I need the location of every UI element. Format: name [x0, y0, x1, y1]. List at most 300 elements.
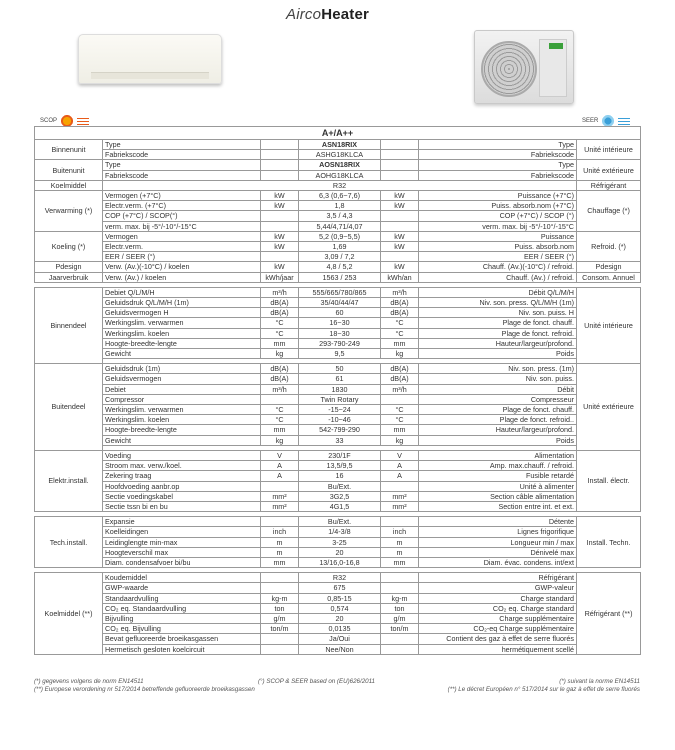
spec-row — [35, 527, 641, 537]
label-nl: Koelleidingen — [103, 527, 261, 537]
spec-row — [35, 537, 641, 547]
spec-value: 20 — [299, 613, 381, 623]
footnotes-mid — [258, 678, 375, 686]
section-label-nl: Binnendeel — [35, 287, 103, 363]
label-nl: Fabriekscode — [103, 170, 261, 180]
spec-row — [35, 374, 641, 384]
label-nl: Gewicht — [103, 349, 261, 359]
label-nl: Standaardvulling — [103, 593, 261, 603]
spec-row — [35, 644, 641, 654]
spec-row — [35, 349, 641, 359]
label-nl: Werkingslim. verwarmen — [103, 405, 261, 415]
unit-nl: m — [261, 547, 299, 557]
label-nl: CO₂ eq. Standaardvulling — [103, 603, 261, 613]
spec-row — [35, 287, 641, 297]
spec-value: 0,0135 — [299, 624, 381, 634]
unit-fr: kW — [381, 231, 419, 241]
spec-value: 5,44/4,71/4,07 — [299, 221, 381, 231]
unit-fr: kW — [381, 201, 419, 211]
label-nl: Debiet — [103, 384, 261, 394]
label-nl: Geluidsvermogen H — [103, 308, 261, 318]
unit-fr: m³/h — [381, 384, 419, 394]
unit-nl: m — [261, 537, 299, 547]
spec-row — [35, 252, 641, 262]
spec-value: 35/40/44/47 — [299, 298, 381, 308]
label-fr: Niv. son. puiss. H — [419, 308, 577, 318]
unit-fr — [381, 160, 419, 170]
spec-value: 3-25 — [299, 537, 381, 547]
unit-nl: dB(A) — [261, 298, 299, 308]
unit-fr: kWh/an — [381, 272, 419, 282]
spec-row — [35, 364, 641, 374]
unit-nl: mm² — [261, 501, 299, 511]
section-label-nl: Pdesign — [35, 262, 103, 272]
section-label-fr: Unité extérieure — [577, 364, 641, 451]
section-label-fr: Consom. Annuel — [577, 272, 641, 282]
unit-nl: kW — [261, 191, 299, 201]
label-nl: CO₂ eq. Bijvulling — [103, 624, 261, 634]
spec-value: R32 — [299, 573, 381, 583]
spec-value: 0,85-15 — [299, 593, 381, 603]
label-fr: Plage de fonct. chauff. — [419, 405, 577, 415]
spec-value: 6,3 (0,6~7,6) — [299, 191, 381, 201]
spec-value: 16~30 — [299, 318, 381, 328]
spec-value: AOHG18KLCA — [299, 170, 381, 180]
spec-value: ASHG18KLCA — [299, 150, 381, 160]
spec-value: 60 — [299, 308, 381, 318]
spec-row — [35, 211, 641, 221]
footnotes-right — [398, 678, 640, 694]
spec-value: 542-799-290 — [299, 425, 381, 435]
unit-fr: A — [381, 461, 419, 471]
unit-fr: °C — [381, 405, 419, 415]
cool-waves-icon — [618, 117, 630, 125]
section-label-nl: Elektr.install. — [35, 450, 103, 511]
label-fr: Niv. son. puiss. — [419, 374, 577, 384]
unit-fr — [381, 517, 419, 527]
spec-value: Nee/Non — [299, 644, 381, 654]
label-fr: Contient des gaz à effet de serre fluorés — [419, 634, 577, 644]
spec-row — [35, 170, 641, 180]
spec-row — [35, 338, 641, 348]
unit-nl: inch — [261, 527, 299, 537]
spec-value: -15~24 — [299, 405, 381, 415]
spec-value: 61 — [299, 374, 381, 384]
label-nl: verm. max. bij -5°/-10°/-15°C — [103, 221, 261, 231]
section-label-nl: Koelmiddel — [35, 180, 103, 190]
label-nl: Hoofdvoeding aanbr.op — [103, 481, 261, 491]
unit-nl: mm — [261, 557, 299, 567]
label-fr: Longueur min / max — [419, 537, 577, 547]
unit-nl — [261, 160, 299, 170]
spec-value: 9,5 — [299, 349, 381, 359]
spec-value: 293-790-249 — [299, 338, 381, 348]
brand-part1: Airco — [286, 6, 322, 23]
seer-label: SEER — [582, 118, 599, 124]
spec-row — [35, 150, 641, 160]
unit-fr: °C — [381, 328, 419, 338]
spec-row — [35, 405, 641, 415]
unit-fr — [381, 394, 419, 404]
label-fr: Puiss. absorb.nom — [419, 242, 577, 252]
spec-row — [35, 201, 641, 211]
unit-fr: dB(A) — [381, 298, 419, 308]
spec-row — [35, 394, 641, 404]
unit-fr: dB(A) — [381, 308, 419, 318]
label-nl: Type — [103, 140, 261, 150]
unit-nl: kWh/jaar — [261, 272, 299, 282]
label-nl: Sectie tssn bi en bu — [103, 501, 261, 511]
spec-value: Bu/Ext. — [299, 481, 381, 491]
spec-row — [35, 450, 641, 460]
unit-fr: kW — [381, 191, 419, 201]
spec-value: 675 — [299, 583, 381, 593]
label-fr: Type — [419, 140, 577, 150]
unit-nl: kg — [261, 349, 299, 359]
label-fr: CO₂-eq Charge supplémentaire — [419, 624, 577, 634]
label-fr: Niv. son. press. Q/L/M/H (1m) — [419, 298, 577, 308]
unit-nl: kg-m — [261, 593, 299, 603]
label-nl: Debiet Q/L/M/H — [103, 287, 261, 297]
label-nl: Verw. (Av.)(-10°C) / koelen — [103, 262, 261, 272]
unit-fr: mm — [381, 557, 419, 567]
spec-value: 1830 — [299, 384, 381, 394]
label-fr: Section entre int. et ext. — [419, 501, 577, 511]
footnote-5: (**) Le décret Européen n° 517/2014 sur le gaz à effet de serre fluorés — [447, 686, 640, 693]
footnote-3: (°) SCOP & SEER based on (EU)626/2011 — [258, 678, 375, 685]
spec-row — [35, 221, 641, 231]
spec-row — [35, 461, 641, 471]
spec-row — [35, 191, 641, 201]
label-nl: Gewicht — [103, 435, 261, 445]
unit-nl: kW — [261, 242, 299, 252]
unit-nl — [261, 211, 299, 221]
unit-nl: kW — [261, 201, 299, 211]
unit-nl: kW — [261, 231, 299, 241]
label-nl: Sectie voedingskabel — [103, 491, 261, 501]
label-fr: Diam. évac. condens. int/ext — [419, 557, 577, 567]
label-fr: Niv. son. press. (1m) — [419, 364, 577, 374]
section-label-nl: Jaarverbruik — [35, 272, 103, 282]
unit-nl — [261, 573, 299, 583]
spec-row — [35, 435, 641, 445]
unit-nl — [261, 634, 299, 644]
unit-fr — [381, 252, 419, 262]
fan-grille — [481, 41, 537, 97]
spec-value: 1/4-3/8 — [299, 527, 381, 537]
unit-nl: °C — [261, 328, 299, 338]
label-fr: hermétiquement scellé — [419, 644, 577, 654]
label-fr: Unité à alimenter — [419, 481, 577, 491]
brand-logo — [286, 6, 369, 23]
unit-nl — [261, 583, 299, 593]
unit-fr — [381, 221, 419, 231]
label-fr: Charge supplémentaire — [419, 613, 577, 623]
label-fr: Plage de fonct. refroid. — [419, 328, 577, 338]
label-nl: Geluidsdruk Q/L/M/H (1m) — [103, 298, 261, 308]
footnotes-left — [34, 678, 255, 694]
label-fr: Charge standard — [419, 593, 577, 603]
label-nl: Hoogteverschil max — [103, 547, 261, 557]
brand-part2: Heater — [321, 6, 370, 23]
unit-fr — [381, 211, 419, 221]
spec-row — [35, 481, 641, 491]
unit-nl — [261, 517, 299, 527]
label-fr: Compresseur — [419, 394, 577, 404]
unit-nl — [261, 170, 299, 180]
unit-fr — [381, 140, 419, 150]
unit-nl — [261, 140, 299, 150]
label-fr: Poids — [419, 349, 577, 359]
unit-nl — [261, 481, 299, 491]
spec-row — [35, 425, 641, 435]
label-nl: Expansie — [103, 517, 261, 527]
spec-value: 1,8 — [299, 201, 381, 211]
scop-label: SCOP — [40, 118, 58, 124]
indoor-unit-image — [78, 34, 222, 84]
label-nl: Type — [103, 160, 261, 170]
unit-fr: m — [381, 537, 419, 547]
unit-nl — [261, 252, 299, 262]
label-nl: Zekering traag — [103, 471, 261, 481]
label-nl: Fabriekscode — [103, 150, 261, 160]
section-label-nl: Buitendeel — [35, 364, 103, 451]
spec-value: Ja/Oui — [299, 634, 381, 644]
unit-fr — [381, 583, 419, 593]
spec-row — [35, 328, 641, 338]
unit-fr — [381, 481, 419, 491]
label-nl: Hoogte-breedte-lengte — [103, 425, 261, 435]
spec-row — [35, 231, 641, 241]
label-nl: Vermogen — [103, 231, 261, 241]
unit-nl: mm — [261, 425, 299, 435]
label-fr: Détente — [419, 517, 577, 527]
unit-nl: m³/h — [261, 384, 299, 394]
unit-nl: dB(A) — [261, 364, 299, 374]
unit-fr: A — [381, 471, 419, 481]
label-nl: Werkingslim. koelen — [103, 328, 261, 338]
brand-tag — [549, 43, 563, 49]
label-nl: Electr.verm. — [103, 242, 261, 252]
spec-row — [35, 491, 641, 501]
label-nl: Hoogte-breedte-lengte — [103, 338, 261, 348]
spec-row — [35, 308, 641, 318]
spec-row — [35, 180, 641, 190]
label-fr: Fabriekscode — [419, 170, 577, 180]
spec-row — [35, 298, 641, 308]
unit-fr — [381, 634, 419, 644]
label-nl: Electr.verm. (+7°C) — [103, 201, 261, 211]
section-label-fr: Refroid. (*) — [577, 231, 641, 262]
spec-row — [35, 384, 641, 394]
unit-fr: kW — [381, 262, 419, 272]
section-label-fr: Réfrigérant (**) — [577, 573, 641, 655]
label-nl: Geluidsdruk (1m) — [103, 364, 261, 374]
label-nl: Bijvulling — [103, 613, 261, 623]
unit-fr: mm² — [381, 491, 419, 501]
label-fr: Fusible retardé — [419, 471, 577, 481]
unit-nl: ton — [261, 603, 299, 613]
label-nl: GWP-waarde — [103, 583, 261, 593]
spec-value: 33 — [299, 435, 381, 445]
unit-nl: kg — [261, 435, 299, 445]
section-label-fr: Chauffage (*) — [577, 191, 641, 232]
unit-fr: °C — [381, 318, 419, 328]
unit-fr: °C — [381, 415, 419, 425]
label-fr: GWP-valeur — [419, 583, 577, 593]
spec-value: 3,5 / 4,3 — [299, 211, 381, 221]
spec-value: 555/665/780/865 — [299, 287, 381, 297]
label-fr: Puissance — [419, 231, 577, 241]
spec-value: AOSN18RIX — [299, 160, 381, 170]
unit-fr: g/m — [381, 613, 419, 623]
label-fr: COP (+7°C) / SCOP (°) — [419, 211, 577, 221]
unit-fr — [381, 170, 419, 180]
label-fr: Section câble alimentation — [419, 491, 577, 501]
label-nl: Verw. (Av.) / koelen — [103, 272, 261, 282]
unit-nl: kW — [261, 262, 299, 272]
unit-fr: ton/m — [381, 624, 419, 634]
unit-fr: kg — [381, 435, 419, 445]
spec-row — [35, 262, 641, 272]
spec-value: 5,2 (0,9~5,5) — [299, 231, 381, 241]
spec-value: Bu/Ext. — [299, 517, 381, 527]
spec-row — [35, 634, 641, 644]
unit-fr: m — [381, 547, 419, 557]
section-label-nl: Koelmiddel (**) — [35, 573, 103, 655]
label-fr: Hauteur/largeur/profond. — [419, 338, 577, 348]
spec-value: 13/16,0-16,8 — [299, 557, 381, 567]
spec-value: 1,69 — [299, 242, 381, 252]
label-fr: Poids — [419, 435, 577, 445]
label-nl: Hermetisch gesloten koelcircuit — [103, 644, 261, 654]
label-nl: Stroom max. verw./koel. — [103, 461, 261, 471]
unit-nl: °C — [261, 318, 299, 328]
spec-row — [35, 603, 641, 613]
label-nl: Koudemiddel — [103, 573, 261, 583]
unit-fr: dB(A) — [381, 364, 419, 374]
unit-fr — [381, 644, 419, 654]
spec-row — [35, 573, 641, 583]
unit-nl: dB(A) — [261, 308, 299, 318]
label-fr: Plage de fonct. chauff. — [419, 318, 577, 328]
header — [0, 0, 675, 110]
section-label-fr: Pdesign — [577, 262, 641, 272]
unit-fr: mm — [381, 338, 419, 348]
label-nl: Compressor — [103, 394, 261, 404]
label-fr: Type — [419, 160, 577, 170]
footnote-2: (**) Europese verordening nr 517/2014 betreffende gefluoreerde broeikasgassen — [34, 686, 255, 693]
section-label-fr: Unité intérieure — [577, 287, 641, 363]
unit-fr: m³/h — [381, 287, 419, 297]
section-label-fr: Réfrigérant — [577, 180, 641, 190]
section-label-nl: Binnenunit — [35, 140, 103, 160]
spec-row — [35, 501, 641, 511]
spec-table — [34, 126, 641, 655]
spec-value: 3G2,5 — [299, 491, 381, 501]
unit-nl: A — [261, 471, 299, 481]
unit-nl: g/m — [261, 613, 299, 623]
spec-value: ASN18RIX — [299, 140, 381, 150]
section-label-fr: Unité intérieure — [577, 140, 641, 160]
spec-row — [35, 140, 641, 150]
unit-nl — [261, 150, 299, 160]
label-fr: Débit Q/L/M/H — [419, 287, 577, 297]
unit-nl: °C — [261, 415, 299, 425]
spec-row — [35, 272, 641, 282]
label-fr: Puiss. absorb.nom (+7°C) — [419, 201, 577, 211]
footnote-1: (*) gegevens volgens de norm EN14511 — [34, 678, 144, 685]
spec-value: 0,574 — [299, 603, 381, 613]
unit-fr: V — [381, 450, 419, 460]
unit-nl — [261, 394, 299, 404]
spec-row — [35, 613, 641, 623]
unit-fr — [381, 150, 419, 160]
spec-value: 4G1,5 — [299, 501, 381, 511]
footnote-4: (*) suivant la norme EN14511 — [559, 678, 640, 685]
spec-value: 3,09 / 7,2 — [299, 252, 381, 262]
spec-row — [35, 160, 641, 170]
section-label-nl: Verwarming (*) — [35, 191, 103, 232]
spec-value: 4,8 / 5,2 — [299, 262, 381, 272]
unit-nl — [261, 221, 299, 231]
spec-value: 13,5/9,5 — [299, 461, 381, 471]
label-nl: Voeding — [103, 450, 261, 460]
unit-fr: kg-m — [381, 593, 419, 603]
unit-nl: mm — [261, 338, 299, 348]
label-fr: CO₂ eq. Charge standard — [419, 603, 577, 613]
indoor-vent — [91, 72, 209, 79]
unit-nl: A — [261, 461, 299, 471]
spec-value: R32 — [103, 180, 577, 190]
spec-row — [35, 624, 641, 634]
unit-fr: dB(A) — [381, 374, 419, 384]
unit-fr: mm² — [381, 501, 419, 511]
label-nl: Leidinglengte min-max — [103, 537, 261, 547]
unit-fr: kW — [381, 242, 419, 252]
spec-row — [35, 517, 641, 527]
spec-value: 1563 / 253 — [299, 272, 381, 282]
label-nl: Bevat gefluoreerde broeikasgassen — [103, 634, 261, 644]
label-fr: Chauff. (Av.) / refroid. — [419, 272, 577, 282]
unit-fr: inch — [381, 527, 419, 537]
heat-waves-icon — [77, 117, 89, 125]
section-label-nl: Tech.install. — [35, 517, 103, 568]
label-nl: Geluidsvermogen — [103, 374, 261, 384]
unit-nl: dB(A) — [261, 374, 299, 384]
unit-nl: mm² — [261, 491, 299, 501]
section-label-fr: Install. Techn. — [577, 517, 641, 568]
label-nl: Diam. condensafvoer bi/bu — [103, 557, 261, 567]
label-fr: Plage de fonct. refroid.. — [419, 415, 577, 425]
unit-nl: V — [261, 450, 299, 460]
label-fr: Amp. max.chauff. / refroid. — [419, 461, 577, 471]
spec-value: 18~30 — [299, 328, 381, 338]
label-fr: verm. max. bij -5°/-10°/-15°C — [419, 221, 577, 231]
spec-row — [35, 471, 641, 481]
label-nl: Werkingslim. verwarmen — [103, 318, 261, 328]
unit-fr: kg — [381, 349, 419, 359]
label-fr: Puissance (+7°C) — [419, 191, 577, 201]
spec-row — [35, 557, 641, 567]
unit-nl: °C — [261, 405, 299, 415]
spec-value: Twin Rotary — [299, 394, 381, 404]
unit-nl: m³/h — [261, 287, 299, 297]
spec-value: 50 — [299, 364, 381, 374]
label-nl: Vermogen (+7°C) — [103, 191, 261, 201]
label-fr: Fabriekscode — [419, 150, 577, 160]
label-nl: EER / SEER (°) — [103, 252, 261, 262]
